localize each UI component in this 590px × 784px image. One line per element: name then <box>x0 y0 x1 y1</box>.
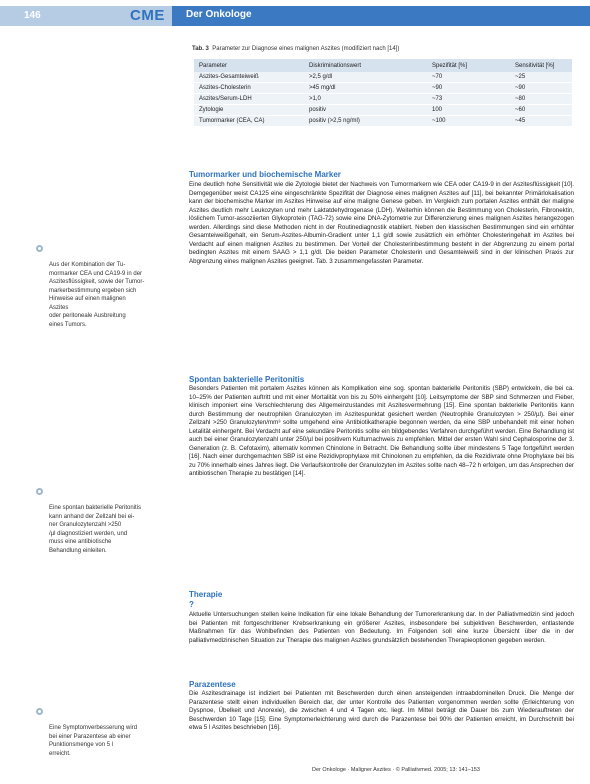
table-cell: Aszites-Gesamteiweiß <box>194 72 304 83</box>
page-number: 146 <box>24 10 41 21</box>
table-cell: >2,5 g/dl <box>304 72 427 83</box>
heading-peritonitis: Spontan bakterielle Peritonitis <box>189 375 305 384</box>
table-header-cell: Spezifität [%] <box>427 59 510 72</box>
therapie-marker: ? <box>189 600 194 609</box>
table-cell: ~90 <box>427 83 510 94</box>
table-cell: ~25 <box>510 72 572 83</box>
table-header-row <box>194 59 572 72</box>
paragraph-peritonitis: Besonders Patienten mit portalem Aszites können als Komplikation eine sog. spontan bakterielle Peritonitis (SBP) entwickeln, die bei ca. 10–25% der Patienten auftritt und mit einer Mortalität von bis zu 50% einhergeht [10]. Leitsymptome der SBP sind Schmerzen und Fieber, klinisch imponiert eine Verschlechterung des Allgemeinzustandes mit Aszitesvermehrung [15]. Eine spontan bakterielle Peritonitis kann durch Bestimmung der neutrophilen Granulozyten im Aszitespunktat gesichert werden (Neutrophile Granulozyten > 250/µl). Bei einer Zellzahl >250 Granulozyten/mm³ sollte umgehend eine Antibiotikatherapie begonnen werden, da eine SBP unbehandelt mit einer hohen Letalität einhergeht. Bei Verdacht auf eine sekundäre Peritonitis sollte ein bildgebendes Verfahren durchgeführt werden. Eine Behandlung ist auch bei einer Granulozytenzahl unter 250/µl bei positivem Kulturnachweis zu empfehlen. Mittel der ersten Wahl sind Cephalosporine der 3. Generation (z. B. Cefotaxim), alternativ kommen Chinolone in Betracht. Die Behandlung sollte über mindestens 5 Tage fortgeführt werden [16]. Nach einer durchgemachten SBP ist eine Rezidivprophylaxe mit Chinolonen zu empfehlen, da die Rezidivrate ohne Prophylaxe bei bis zu 70% innerhalb eines Jahres liegt. Die Verlaufskontrolle der Granulozyten im Aszites sollte nach 48–72 h erfolgen, um das Ansprechen der antibiotischen Therapie zu bestätigen [14]. <box>189 385 574 478</box>
table-row <box>194 105 572 116</box>
table-cell: positiv (>2,5 ng/ml) <box>304 116 427 127</box>
sidebar-note-text: Aus der Kombination der Tu- mormarker CEA und CA19-9 in der Aszitesflüssigkeit, sowie der Tumor- markerbestimmung ergeben sich Hinweise auf einen malignen Aszites oder peritoneale Ausbreitung eines Tumors. <box>49 262 145 328</box>
heading-therapie: Therapie <box>189 590 223 599</box>
paragraph-therapie: Aktuelle Untersuchungen stellen keine Indikation für eine lokale Behandlung der Tumorerkrankung dar. In der Palliativmedizin sind jedoch bei Patienten mit fortgeschrittener Krebserkrankung ein größerer Aszites, insbesondere bei subjektiven Beschwerden, entlastende Maßnahmen für das Wohlbefinden des Patienten von Bedeutung. Im Folgenden soll eine kurze Übersicht über die in der palliativmedizinischen Situation zur Therapie des malignen Aszites grundsätzlich bestehenden Therapieoptionen gegeben werden. <box>189 611 574 644</box>
bullet-icon <box>36 488 43 495</box>
sidebar-note-peritonitis <box>49 487 145 555</box>
sidebar-note-tumormarker <box>49 244 145 329</box>
table-cell: ~100 <box>427 116 510 127</box>
table-cell: ~90 <box>510 83 572 94</box>
section-title: Der Onkologe <box>186 9 252 20</box>
bullet-icon <box>36 708 43 715</box>
table-row <box>194 116 572 127</box>
table-caption-text: Parameter zur Diagnose eines malignen Aszites (modifiziert nach [14]) <box>212 46 400 52</box>
heading-tumormarker: Tumormarker und biochemische Marker <box>189 170 341 179</box>
table-cell: positiv <box>304 105 427 116</box>
sidebar-note-text: Eine Symptomverbesserung wird bei einer Parazentese ab einer Punktionsmenge von 5 l erreicht. <box>49 725 138 757</box>
table-caption <box>192 45 572 53</box>
paragraph-parazentese: Die Aszitesdrainage ist indiziert bei Patienten mit Beschwerden durch einen ansteigenden intraabdominellen Druck. Die Menge der Parazentese stellt einen individuellen Bereich dar, der unter Kontrolle des Patienten vorgenommen werden sollte (Erleichterung von Dyspnoe, Übelkeit und Anorexie), die zwischen 4 und 4 Tagen etc. liegt. Im Mittel beträgt die Dauer bis zum Wiederauftreten der Beschwerden 10 Tage [15]. Eine Symptomerleichterung wird durch die Parazentese bei 90% der Patienten erreicht, im Durchschnitt bei etwa 5 l Aszites beschrieben [16]. <box>189 690 574 732</box>
table-cell: Aszites-Cholesterin <box>194 83 304 94</box>
table-cell: 100 <box>427 105 510 116</box>
table-header-cell: Parameter <box>194 59 304 72</box>
table-caption-label: Tab. 3 <box>192 46 209 52</box>
table-cell: >1,0 <box>304 94 427 105</box>
table-cell: Tumormarker (CEA, CA) <box>194 116 304 127</box>
table-row <box>194 83 572 94</box>
table-cell: ~60 <box>510 105 572 116</box>
table-cell: ~80 <box>510 94 572 105</box>
parameter-table <box>194 59 572 127</box>
table-header-cell: Diskriminationswert <box>304 59 427 72</box>
table-cell: Aszites/Serum-LDH <box>194 94 304 105</box>
table-cell: >45 mg/dl <box>304 83 427 94</box>
table-cell: ~70 <box>427 72 510 83</box>
table-cell: ~73 <box>427 94 510 105</box>
table-header-cell: Sensitivität [%] <box>510 59 572 72</box>
paragraph-tumormarker: Eine deutlich hohe Sensitivität wie die Zytologie bietet der Nachweis von Tumormarkern wie CEA oder CA19-9 in der Aszitesflüssigkeit [10]. Demgegenüber weist CA125 eine eingeschränkte Spezifität der Diagnose eines malignen Aszites auf [11], bei bekannter Primärlokalisation kann der biochemische Marker im Aszites Hinweise auf eine maligne Genese geben. Im Vergleich zum portalen Aszites enthält der maligne Aszites deutlich mehr Leukozyten und mehr Laktatdehydrogenase (LDH). Weiterhin können die Bestimmung von Cholesterin, Fibronektin, löslichem Tumor-assoziierten Glykoprotein (TAG-72) sowie eine DNA-Zytometrie zur Differenzierung eines malignen Aszites herangezogen werden. Allerdings sind diese Methoden nicht in der Routinediagnostik etabliert. Neben den klassischen Bestimmungen sind ein erhöhter Gesamteiweißgehalt, ein Serum-Aszites-Albumin-Gradient unter 1,1 g/dl sowie zusätzlich ein erhöhter Cholesteringehalt im Aszites bei Verdacht auf einen malignen Aszites zu bestimmen. Der Vorteil der Cholesterinbestimmung besteht in der Abgrenzung zu einem portal bedingten Aszites mit einem SAAG > 1,1 g/dl. Die beiden Parameter Cholesterin und Gesamteiweiß sind in der klinischen Praxis zur Abgrenzung eines malignen Aszites geeignet. Tab. 3 zusammengefassten Parameter. <box>189 181 574 265</box>
heading-parazentese: Parazentese <box>189 680 236 689</box>
table-cell: Zytologie <box>194 105 304 116</box>
table-row <box>194 94 572 105</box>
bullet-icon <box>36 245 43 252</box>
sidebar-note-parazentese <box>49 707 145 758</box>
table-cell: ~45 <box>510 116 572 127</box>
page-footer: Der Onkologe · Maligner Aszites · © Palliativmed. 2005; 13: 141–153 <box>312 767 480 773</box>
sidebar-note-text: Eine spontan bakterielle Peritonitis kann anhand der Zellzahl bei ei- ner Granulozytenzahl >250 /µl diagnostiziert werden, und muss eine antibiotische Behandlung einleiten. <box>49 505 142 554</box>
table-row <box>194 72 572 83</box>
cme-logo: CME <box>130 7 165 24</box>
